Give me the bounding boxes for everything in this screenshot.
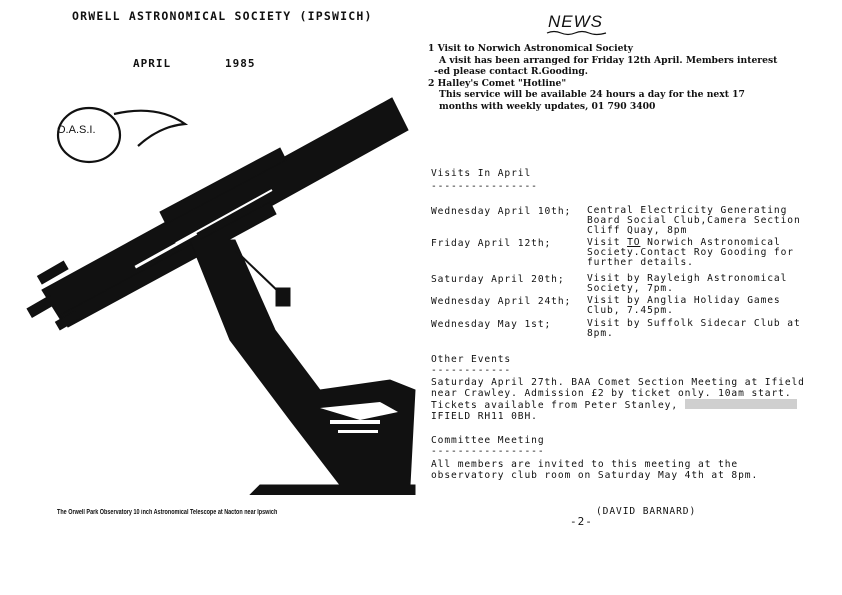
other-events-line: near Crawley. Admission £2 by ticket only. 10am start. <box>431 388 792 399</box>
news-underline <box>546 30 608 36</box>
logo-text: O.A.S.I. <box>57 124 96 136</box>
visit-desc: Central Electricity Generating Board Social Club,Camera Section Cliff Quay, 8pm <box>587 205 801 236</box>
news-line: This service will be available 24 hours a day for the next 17 <box>439 89 745 100</box>
visit-date: Wednesday April 10th; <box>431 206 572 217</box>
committee-title: Committee Meeting <box>431 435 545 446</box>
visit-date: Saturday April 20th; <box>431 274 565 285</box>
redacted-address <box>685 399 797 409</box>
visit-date: Friday April 12th; <box>431 238 552 249</box>
other-events-text <box>431 377 805 422</box>
visit-date: Wednesday May 1st; <box>431 319 552 330</box>
author: (DAVID BARNARD) <box>596 506 697 517</box>
committee-line: observatory club room on Saturday May 4th at 8pm. <box>431 470 759 481</box>
page-number: -2- <box>570 515 593 528</box>
news-line: 2 Halley's Comet "Hotline" <box>428 77 567 89</box>
issue-year: 1985 <box>225 57 256 70</box>
committee-line: All members are invited to this meeting at the <box>431 459 739 470</box>
society-title: ORWELL ASTRONOMICAL SOCIETY (IPSWICH) <box>72 9 373 23</box>
news-heading: NEWS <box>548 12 603 31</box>
figure-caption: The Orwell Park Observatory 10 inch Astronomical Telescope at Nacton near Ipswich <box>57 509 278 516</box>
other-events-line: Saturday April 27th. BAA Comet Section Meeting at Ifield <box>431 377 805 388</box>
other-events-line: IFIELD RH11 0BH. <box>431 411 538 422</box>
visit-desc: Visit by Rayleigh Astronomical Society, 7pm. <box>587 273 788 294</box>
committee-text <box>431 459 758 481</box>
news-line: 1 Visit to Norwich Astronomical Society <box>428 43 634 54</box>
news-line: months with weekly updates, 01 790 3400 <box>439 100 656 112</box>
visit-desc: Visit TO Norwich Astronomical Society.Contact Roy Gooding for further details. <box>587 237 794 268</box>
other-events-title: Other Events <box>431 354 512 365</box>
visit-desc: Visit by Suffolk Sidecar Club at 8pm. <box>587 318 801 339</box>
visit-date: Wednesday April 24th; <box>431 296 572 307</box>
committee-rule: ----------------- <box>431 446 545 457</box>
other-events-rule: ------------ <box>431 365 512 376</box>
visits-title: Visits In April <box>431 168 532 179</box>
news-block <box>428 43 777 112</box>
news-line: -ed please contact R.Gooding. <box>434 66 588 77</box>
other-events-line: Tickets available from Peter Stanley, <box>431 399 805 411</box>
issue-month: APRIL <box>133 57 172 70</box>
news-line: A visit has been arranged for Friday 12th April. Members interest <box>439 54 778 66</box>
telescope-illustration <box>20 90 420 495</box>
visit-desc: Visit by Anglia Holiday Games Club, 7.45pm. <box>587 295 781 316</box>
visits-rule: ---------------- <box>431 181 538 192</box>
